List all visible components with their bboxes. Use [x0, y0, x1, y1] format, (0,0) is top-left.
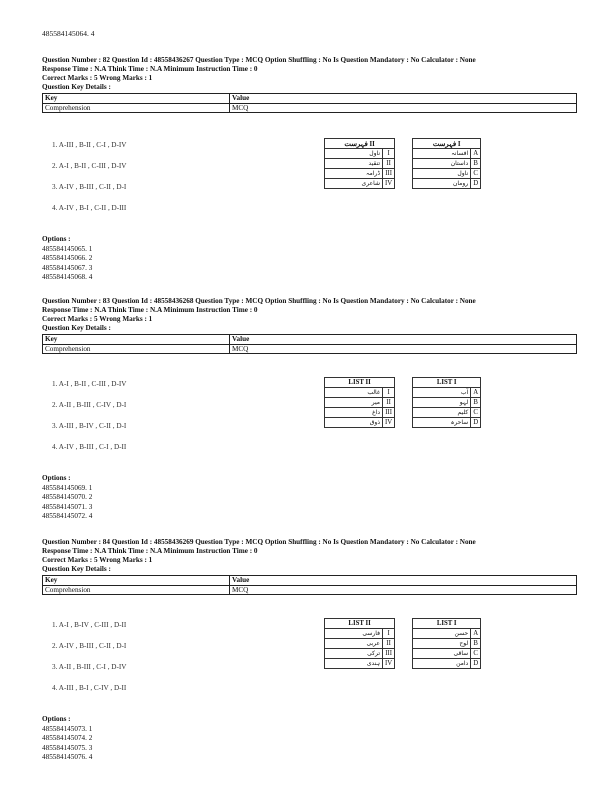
letter-label: D: [471, 659, 481, 669]
list-ii-title: فہرست II: [325, 139, 395, 149]
option-id: 485584145076. 4: [42, 753, 93, 761]
list-ii-item: شاعری: [325, 179, 383, 189]
list-ii-title: LIST II: [325, 619, 395, 629]
letter-label: A: [471, 388, 481, 398]
options-list: [42, 235, 92, 283]
list-ii-item: تنقید: [325, 159, 383, 169]
answer-choice[interactable]: 3. A-IV , B-III , C-II , D-I: [52, 183, 127, 191]
list-ii-item: داغ: [325, 408, 383, 418]
roman-numeral: II: [383, 159, 395, 169]
list-i-item: لوح: [413, 639, 471, 649]
answer-choice[interactable]: 3. A-III , B-IV , C-II , D-I: [52, 422, 127, 430]
list-i-title: LIST I: [413, 619, 481, 629]
value-header: Value: [230, 335, 577, 345]
roman-numeral: II: [383, 639, 395, 649]
option-id: 485584145074. 2: [42, 734, 93, 742]
answer-choice[interactable]: 1. A-I , B-II , C-III , D-IV: [52, 380, 127, 388]
options-list: [42, 715, 92, 763]
value-cell: MCQ: [230, 585, 577, 595]
list-i-item: کلیم: [413, 408, 471, 418]
answer-choice[interactable]: 1. A-III , B-II , C-I , D-IV: [52, 141, 127, 149]
list-i-item: ساقی: [413, 649, 471, 659]
roman-numeral: I: [383, 629, 395, 639]
question-meta-line: Question Number : 82 Question Id : 48558436267 Question Type : MCQ Option Shuffling : No Is Question Mandatory : No Calculator : None: [42, 56, 476, 64]
list-i-item: حسن: [413, 629, 471, 639]
marks-line: Correct Marks : 5 Wrong Marks : 1: [42, 74, 153, 82]
list-i-item: ناول: [413, 169, 471, 179]
option-id: 485584145075. 3: [42, 743, 93, 752]
response-time-line: Response Time : N.A Think Time : N.A Minimum Instruction Time : 0: [42, 65, 258, 73]
marks-line: Correct Marks : 5 Wrong Marks : 1: [42, 315, 153, 323]
match-table: [324, 138, 481, 189]
letter-label: C: [471, 649, 481, 659]
answer-choice[interactable]: 2. A-I , B-II , C-III , D-IV: [52, 162, 127, 170]
list-i-item: دامن: [413, 659, 471, 669]
key-value-table: [42, 575, 577, 595]
letter-label: B: [471, 639, 481, 649]
roman-numeral: I: [383, 388, 395, 398]
key-cell: Comprehension: [43, 103, 230, 113]
option-id: 485584145066. 2: [42, 254, 93, 262]
key-value-table: [42, 334, 577, 354]
question-meta-line: Question Number : 83 Question Id : 48558436268 Question Type : MCQ Option Shuffling : No Is Question Mandatory : No Calculator : None: [42, 297, 476, 305]
value-header: Value: [230, 576, 577, 586]
question-block-84: [42, 538, 577, 761]
question-block-82: [42, 56, 577, 281]
option-id: 485584145068. 4: [42, 273, 93, 281]
answer-choice[interactable]: 4. A-III , B-I , C-IV , D-II: [52, 684, 127, 692]
answer-choices: [52, 620, 126, 704]
roman-numeral: III: [383, 649, 395, 659]
roman-numeral: II: [383, 398, 395, 408]
roman-numeral: III: [383, 169, 395, 179]
list-ii-item: ہندی: [325, 659, 383, 669]
list-i-item: ساحرہ: [413, 418, 471, 428]
key-details-label: Question Key Details :: [42, 565, 111, 573]
list-ii-item: میر: [325, 398, 383, 408]
list-ii-item: ڈرامہ: [325, 169, 383, 179]
letter-label: B: [471, 159, 481, 169]
value-cell: MCQ: [230, 344, 577, 354]
key-header: Key: [43, 94, 230, 104]
previous-option-line: 485584145064. 4: [42, 29, 95, 38]
answer-choice[interactable]: 4. A-IV , B-III , C-I , D-II: [52, 443, 127, 451]
question-block-83: [42, 297, 577, 520]
answer-choice[interactable]: 2. A-II , B-III , C-IV , D-I: [52, 401, 127, 409]
list-i-title: فہرست I: [413, 139, 481, 149]
key-header: Key: [43, 576, 230, 586]
options-label: Options :: [42, 235, 71, 243]
letter-label: A: [471, 149, 481, 159]
option-id: 485584145071. 3: [42, 502, 93, 511]
question-meta-line: Question Number : 84 Question Id : 48558436269 Question Type : MCQ Option Shuffling : No Is Question Mandatory : No Calculator : None: [42, 538, 476, 546]
value-header: Value: [230, 94, 577, 104]
list-i-item: رومان: [413, 179, 471, 189]
list-i-item: افسانہ: [413, 149, 471, 159]
roman-numeral: IV: [383, 179, 395, 189]
option-id: 485584145073. 1: [42, 724, 93, 733]
roman-numeral: III: [383, 408, 395, 418]
option-id: 485584145072. 4: [42, 512, 93, 520]
answer-choice[interactable]: 3. A-II , B-III , C-I , D-IV: [52, 663, 127, 671]
list-ii-item: فارسی: [325, 629, 383, 639]
list-i-item: آب: [413, 388, 471, 398]
roman-numeral: IV: [383, 418, 395, 428]
option-id: 485584145067. 3: [42, 263, 93, 272]
roman-numeral: I: [383, 149, 395, 159]
list-ii-item: غالب: [325, 388, 383, 398]
value-cell: MCQ: [230, 103, 577, 113]
key-details-label: Question Key Details :: [42, 83, 111, 91]
list-ii-item: ذوق: [325, 418, 383, 428]
letter-label: B: [471, 398, 481, 408]
key-value-table: [42, 93, 577, 113]
letter-label: C: [471, 169, 481, 179]
list-ii-item: ترکی: [325, 649, 383, 659]
answer-choices: [52, 140, 126, 224]
key-cell: Comprehension: [43, 344, 230, 354]
letter-label: C: [471, 408, 481, 418]
options-label: Options :: [42, 715, 71, 723]
list-i-title: LIST I: [413, 378, 481, 388]
marks-line: Correct Marks : 5 Wrong Marks : 1: [42, 556, 153, 564]
match-table: [324, 377, 481, 428]
match-table: [324, 618, 481, 669]
option-id: 485584145069. 1: [42, 483, 93, 492]
roman-numeral: IV: [383, 659, 395, 669]
answer-choices: [52, 379, 126, 463]
list-i-item: داستان: [413, 159, 471, 169]
key-cell: Comprehension: [43, 585, 230, 595]
key-header: Key: [43, 335, 230, 345]
letter-label: D: [471, 179, 481, 189]
list-i-item: لہو: [413, 398, 471, 408]
answer-choice[interactable]: 4. A-IV , B-I , C-II , D-III: [52, 204, 127, 212]
response-time-line: Response Time : N.A Think Time : N.A Minimum Instruction Time : 0: [42, 547, 258, 555]
option-id: 485584145065. 1: [42, 244, 93, 253]
list-ii-title: LIST II: [325, 378, 395, 388]
option-id: 485584145070. 2: [42, 493, 93, 501]
list-ii-item: ناول: [325, 149, 383, 159]
options-list: [42, 474, 92, 522]
options-label: Options :: [42, 474, 71, 482]
answer-choice[interactable]: 2. A-IV , B-III , C-II , D-I: [52, 642, 127, 650]
response-time-line: Response Time : N.A Think Time : N.A Minimum Instruction Time : 0: [42, 306, 258, 314]
letter-label: D: [471, 418, 481, 428]
answer-choice[interactable]: 1. A-I , B-IV , C-III , D-II: [52, 621, 127, 629]
key-details-label: Question Key Details :: [42, 324, 111, 332]
letter-label: A: [471, 629, 481, 639]
list-ii-item: عربی: [325, 639, 383, 649]
